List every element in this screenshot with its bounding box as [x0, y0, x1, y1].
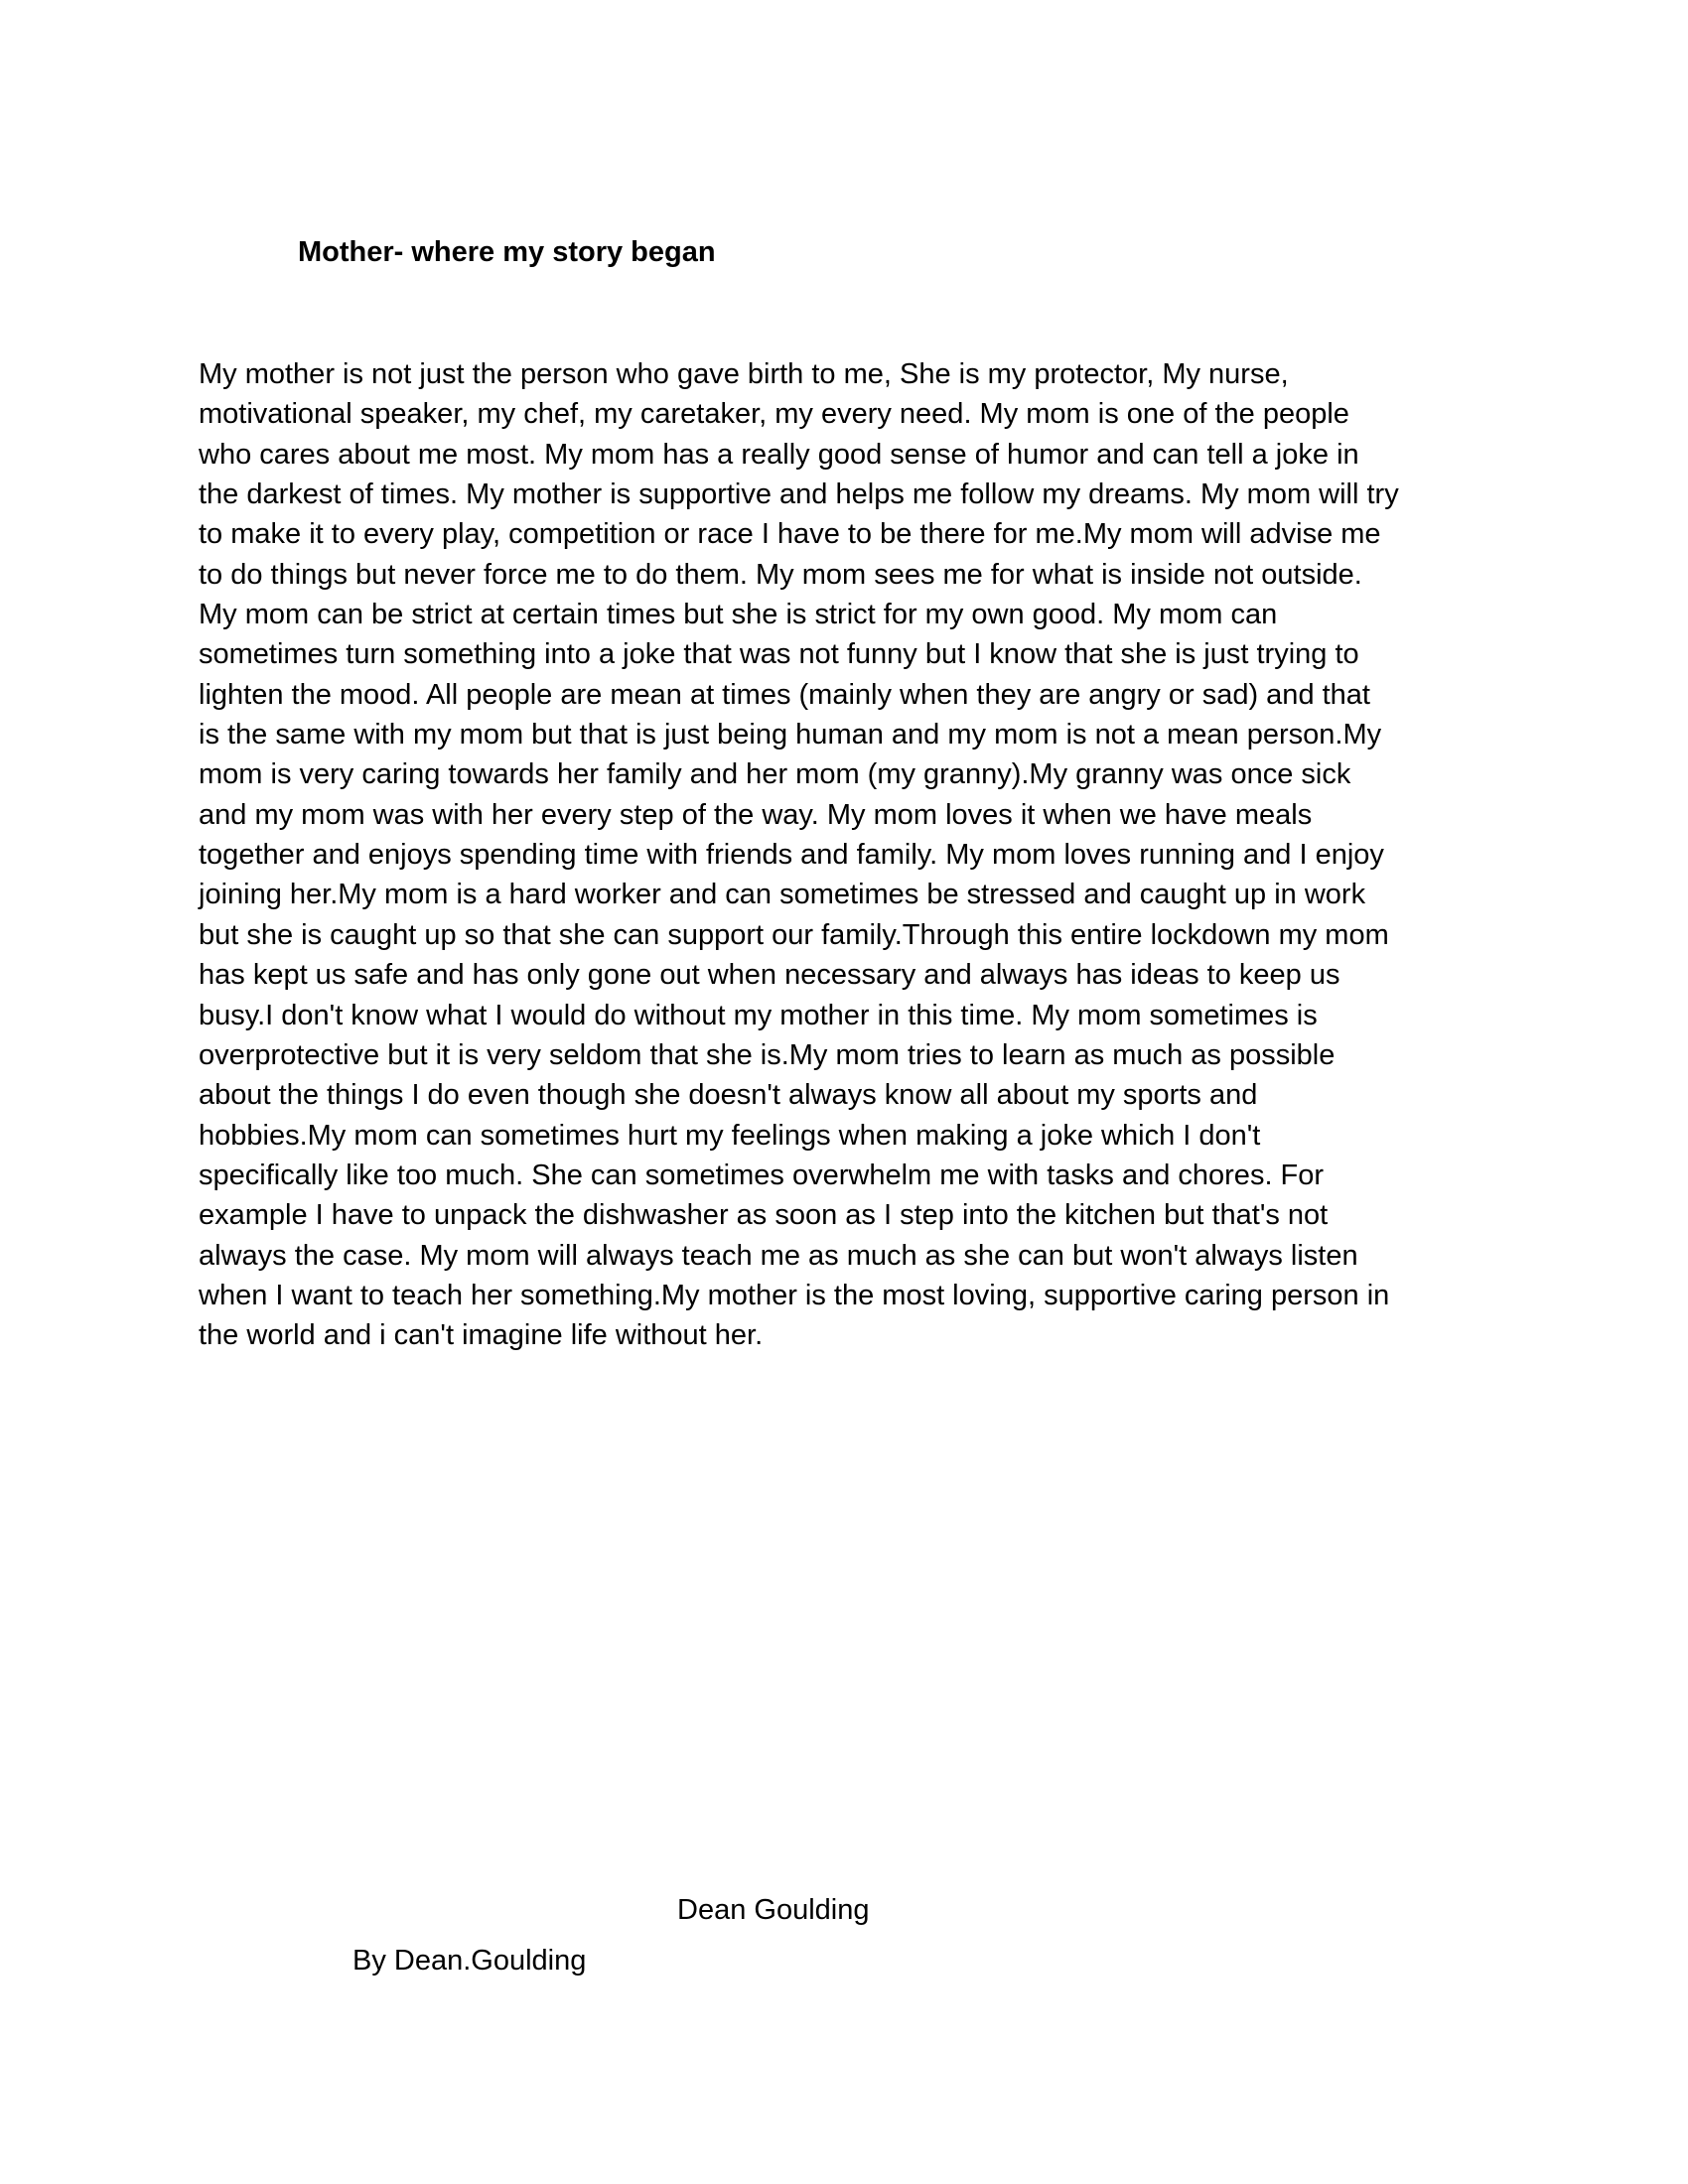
author-byline: By Dean.Goulding: [352, 1945, 587, 1977]
body-line: My mom can be strict at certain times but she is strict for my own good. My mom can: [199, 599, 1278, 631]
body-line: mom is very caring towards her family and her mom (my granny).My granny was once sick: [199, 758, 1351, 791]
body-line: overprotective but it is very seldom that she is.My mom tries to learn as much as possible: [199, 1038, 1336, 1071]
document-title: Mother- where my story began: [298, 236, 716, 268]
body-line: and my mom was with her every step of the way. My mom loves it when we have meals: [199, 798, 1313, 831]
body-line: who cares about me most. My mom has a really good sense of humor and can tell a joke in: [199, 438, 1359, 471]
body-line: to make it to every play, competition or race I have to be there for me.My mom will advise me: [199, 518, 1381, 551]
body-line: together and enjoys spending time with friends and family. My mom loves running and I enjoy: [199, 839, 1384, 872]
body-line: My mother is not just the person who gave birth to me, She is my protector, My nurse,: [199, 358, 1289, 390]
author-signature: Dean Goulding: [677, 1894, 870, 1926]
body-line: always the case. My mom will always teach me as much as she can but won't always listen: [199, 1239, 1358, 1272]
body-line: to do things but never force me to do them. My mom sees me for what is inside not outside.: [199, 558, 1362, 591]
body-line: but she is caught up so that she can support our family.Through this entire lockdown my mom: [199, 918, 1389, 951]
body-line: busy.I don't know what I would do without my mother in this time. My mom sometimes is: [199, 999, 1318, 1031]
body-line: specifically like too much. She can sometimes overwhelm me with tasks and chores. For: [199, 1159, 1325, 1191]
body-line: hobbies.My mom can sometimes hurt my feelings when making a joke which I don't: [199, 1119, 1261, 1152]
body-line: sometimes turn something into a joke that was not funny but I know that she is just trying to: [199, 638, 1359, 671]
body-line: has kept us safe and has only gone out when necessary and always has ideas to keep us: [199, 959, 1340, 992]
body-line: example I have to unpack the dishwasher as soon as I step into the kitchen but that's not: [199, 1199, 1329, 1232]
body-line: when I want to teach her something.My mother is the most loving, supportive caring person in: [199, 1279, 1390, 1311]
body-line: the darkest of times. My mother is supportive and helps me follow my dreams. My mom will try: [199, 478, 1399, 511]
body-line: motivational speaker, my chef, my caretaker, my every need. My mom is one of the people: [199, 398, 1349, 431]
body-paragraph: [199, 354, 1489, 1356]
body-line: lighten the mood. All people are mean at times (mainly when they are angry or sad) and that: [199, 678, 1370, 711]
body-line: is the same with my mom but that is just being human and my mom is not a mean person.My: [199, 719, 1382, 751]
body-line: about the things I do even though she doesn't always know all about my sports and: [199, 1079, 1258, 1112]
body-line: joining her.My mom is a hard worker and can sometimes be stressed and caught up in work: [199, 879, 1366, 911]
body-line: the world and i can't imagine life without her.: [199, 1319, 764, 1352]
